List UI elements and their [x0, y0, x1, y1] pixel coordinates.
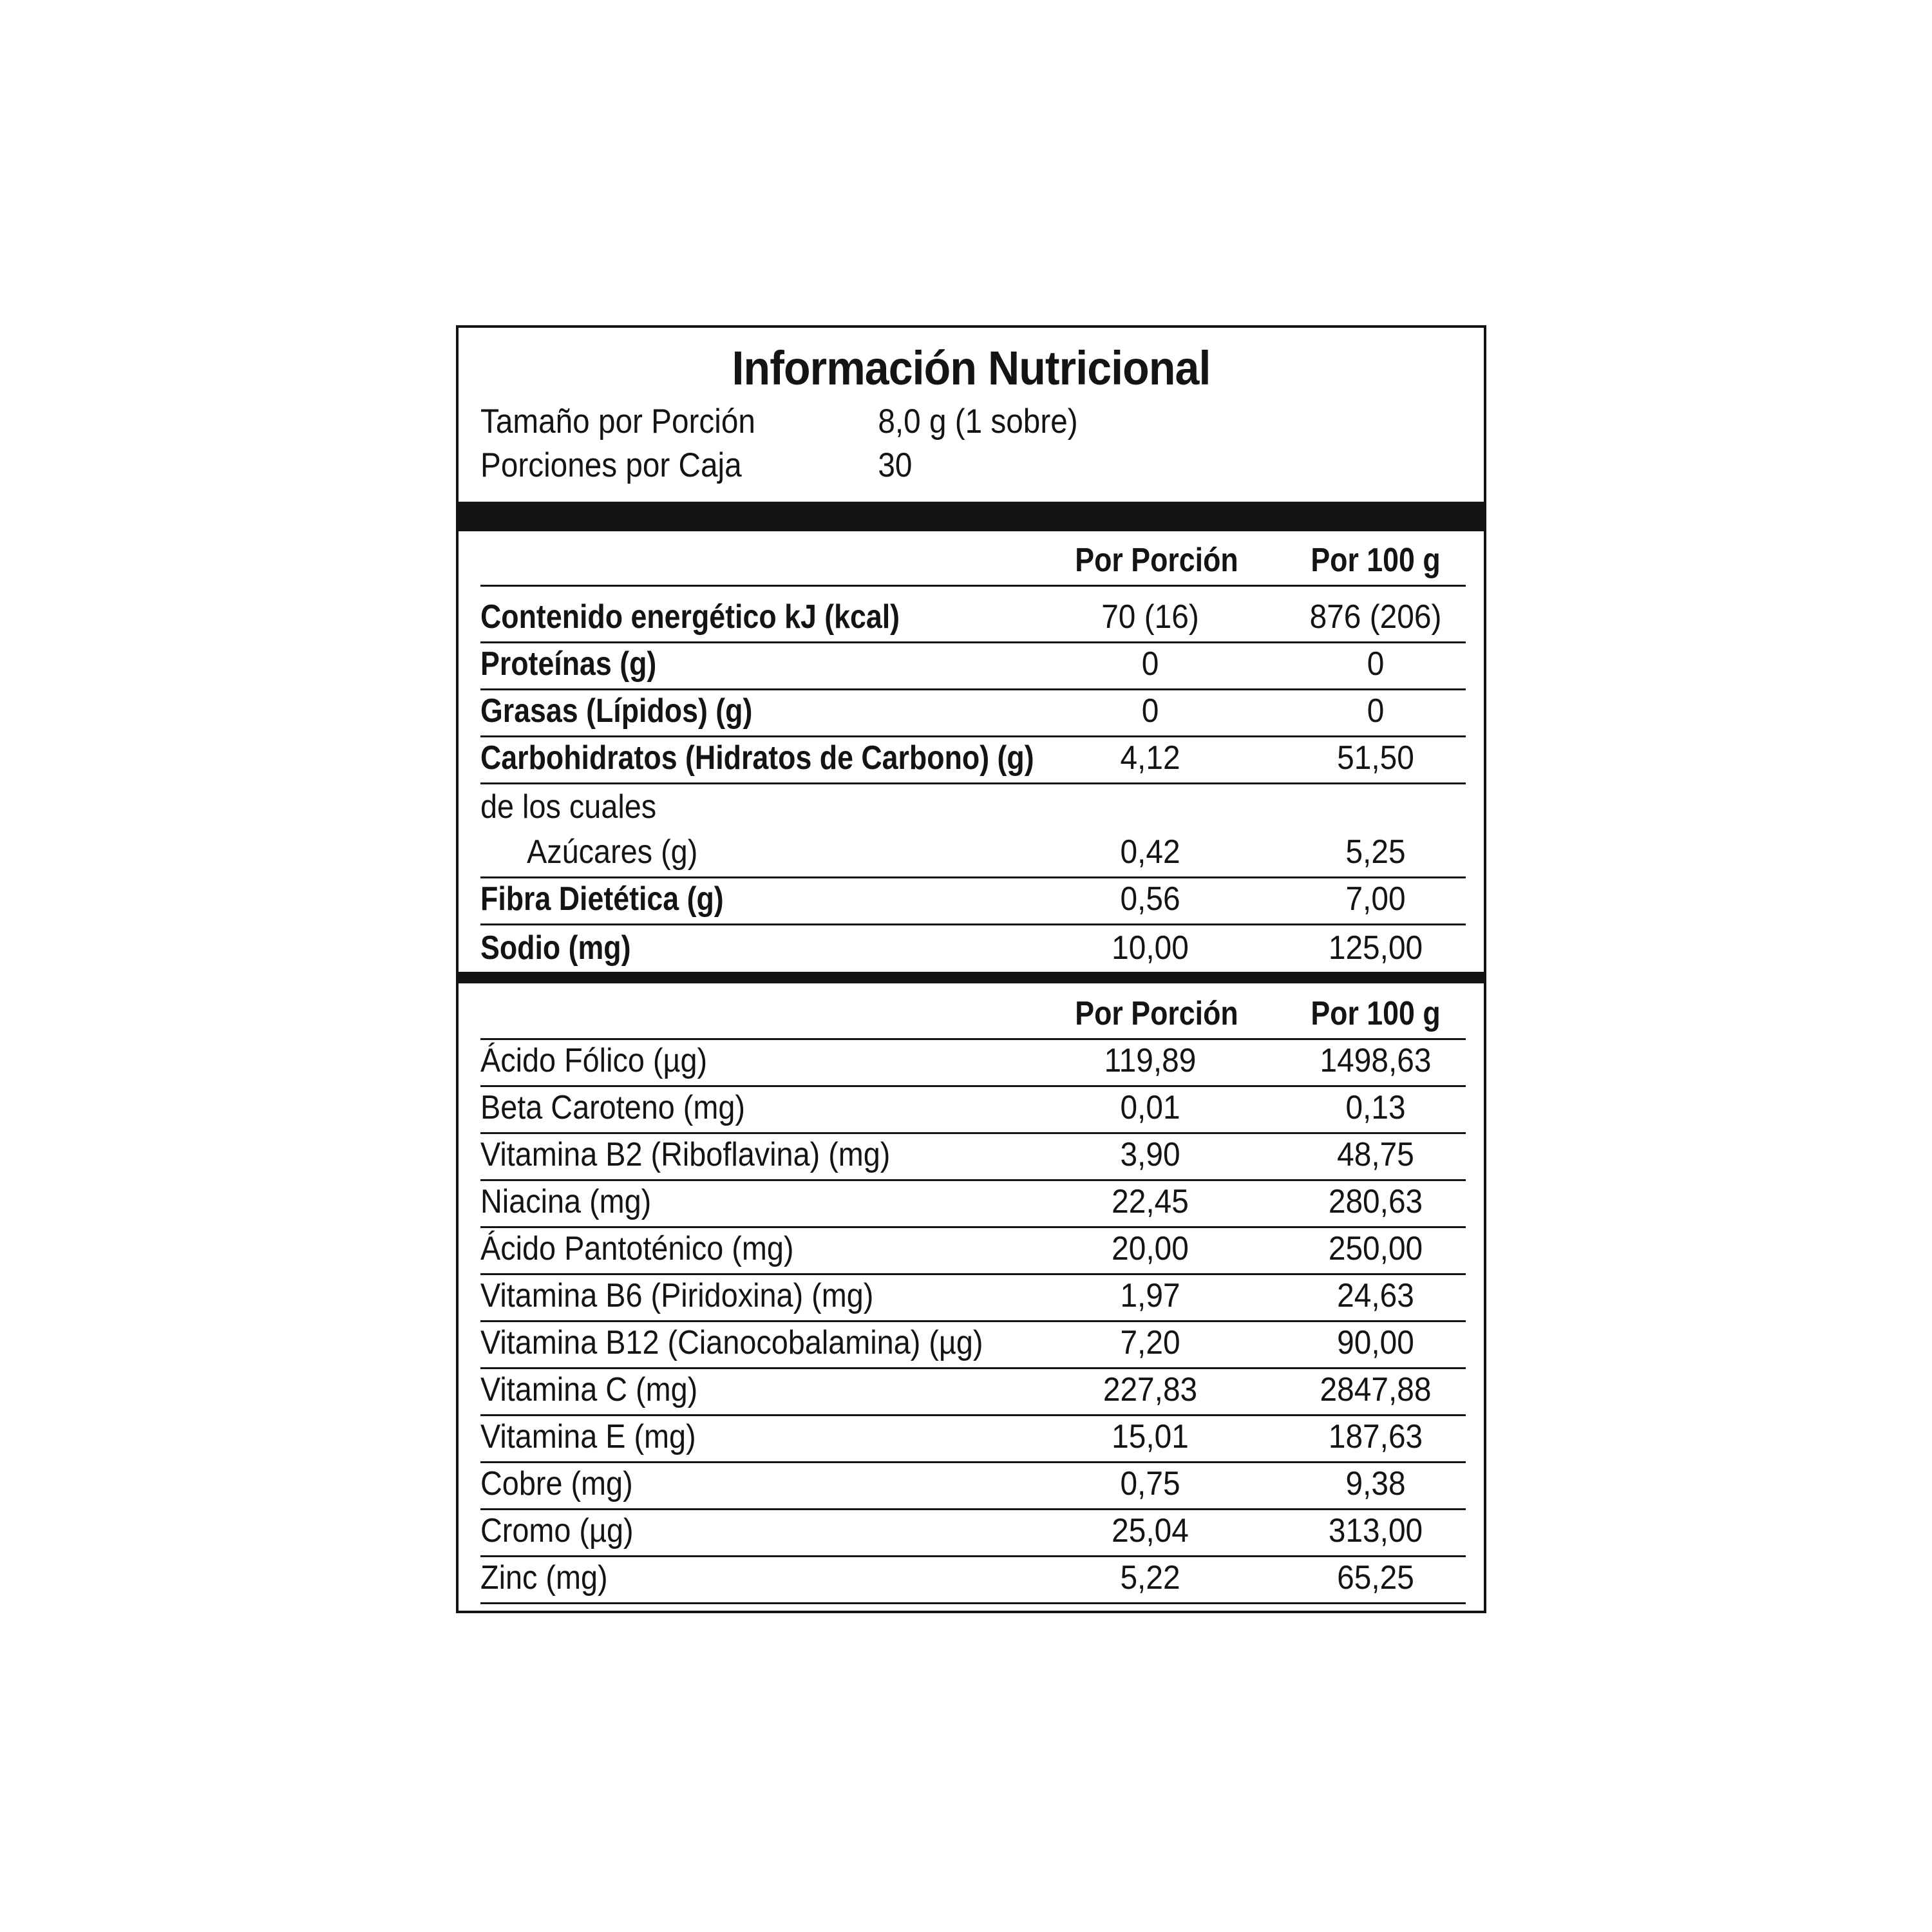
table-row	[480, 1181, 1466, 1228]
table-row	[480, 1369, 1466, 1416]
nutrient-per-portion: 3,90	[1120, 1136, 1180, 1173]
nutrient-per-portion: 4,12	[1120, 739, 1180, 777]
nutrient-name: Ácido Pantoténico (mg)	[480, 1230, 794, 1267]
table-row	[480, 878, 1466, 925]
nutrient-per-100g: 280,63	[1328, 1183, 1423, 1220]
medium-divider-bar	[459, 972, 1484, 983]
nutrient-name: Grasas (Lípidos) (g)	[480, 692, 753, 730]
table-row	[480, 1557, 1466, 1604]
nutrient-per-portion: 25,04	[1112, 1512, 1189, 1549]
thick-divider-bar	[459, 502, 1484, 531]
nutrient-per-100g: 0	[1367, 645, 1385, 683]
nutrient-per-portion: 70 (16)	[1101, 598, 1199, 636]
nutrient-per-portion: 1,97	[1120, 1277, 1180, 1314]
nutrient-per-100g: 51,50	[1337, 739, 1414, 777]
table-header-row	[480, 993, 1466, 1040]
label-title: Información Nutricional	[732, 341, 1211, 395]
serving-size-label: Tamaño por Porción	[480, 402, 755, 440]
table-row	[480, 1040, 1466, 1087]
column-header-per-100g: Por 100 g	[1311, 542, 1441, 579]
nutrient-per-100g: 1498,63	[1320, 1042, 1432, 1079]
nutrient-name: Beta Caroteno (mg)	[480, 1089, 745, 1126]
column-header-per-portion: Por Porción	[1075, 995, 1238, 1032]
nutrient-name: Niacina (mg)	[480, 1183, 652, 1220]
nutrient-name: Ácido Fólico (µg)	[480, 1042, 708, 1079]
serving-size-row	[480, 402, 1078, 441]
column-header-per-100g: Por 100 g	[1311, 995, 1441, 1032]
nutrient-per-100g: 24,63	[1337, 1277, 1414, 1314]
nutrient-per-portion: 15,01	[1112, 1418, 1189, 1455]
nutrient-per-100g: 48,75	[1337, 1136, 1414, 1173]
nutrient-name: Azúcares (g)	[527, 833, 698, 871]
nutrient-per-100g: 7,00	[1345, 880, 1406, 918]
table-row	[480, 784, 1466, 831]
servings-per-box-value: 30	[878, 446, 913, 484]
table-row	[480, 1463, 1466, 1510]
nutrient-per-portion: 0,75	[1120, 1465, 1180, 1502]
nutrient-name: Zinc (mg)	[480, 1559, 608, 1596]
nutrient-per-100g: 65,25	[1337, 1559, 1414, 1596]
nutrient-per-100g: 876 (206)	[1309, 598, 1442, 636]
nutrient-name: Proteínas (g)	[480, 645, 657, 683]
table-row	[480, 1275, 1466, 1322]
nutrient-name: Sodio (mg)	[480, 929, 631, 967]
table-row	[480, 1416, 1466, 1463]
nutrient-per-portion: 0	[1141, 692, 1159, 730]
nutrient-per-portion: 0,01	[1120, 1089, 1180, 1126]
nutrient-per-portion: 7,20	[1120, 1324, 1180, 1361]
nutrient-per-portion: 119,89	[1104, 1042, 1197, 1079]
nutrient-per-100g: 0	[1367, 692, 1385, 730]
nutrient-per-100g: 187,63	[1328, 1418, 1423, 1455]
nutrient-per-portion: 10,00	[1112, 929, 1189, 967]
serving-size-value: 8,0 g (1 sobre)	[878, 402, 1078, 440]
nutrient-name: Fibra Dietética (g)	[480, 880, 724, 918]
nutrient-name: de los cuales	[480, 788, 657, 826]
nutrient-name: Contenido energético kJ (kcal)	[480, 598, 900, 636]
table-row	[480, 643, 1466, 690]
table-row	[480, 737, 1466, 784]
nutrient-per-portion: 227,83	[1103, 1371, 1198, 1408]
nutrient-per-portion: 0,42	[1120, 833, 1180, 871]
nutrient-name: Vitamina E (mg)	[480, 1418, 696, 1455]
table-row	[480, 587, 1466, 643]
macronutrient-table	[480, 539, 1466, 972]
nutrient-per-portion: 0	[1141, 645, 1159, 683]
nutrient-per-portion: 20,00	[1112, 1230, 1189, 1267]
table-row	[480, 1322, 1466, 1369]
micronutrient-table	[480, 993, 1466, 1604]
nutrient-per-100g: 125,00	[1328, 929, 1423, 967]
nutrient-per-100g: 9,38	[1345, 1465, 1406, 1502]
table-header-row	[480, 539, 1466, 587]
nutrient-per-100g: 90,00	[1337, 1324, 1414, 1361]
table-row	[480, 690, 1466, 737]
nutrient-per-portion: 0,56	[1120, 880, 1180, 918]
nutrient-name: Carbohidratos (Hidratos de Carbono) (g)	[480, 739, 1034, 777]
nutrition-facts-label	[456, 325, 1486, 1613]
table-row	[480, 1134, 1466, 1181]
table-row	[480, 925, 1466, 972]
nutrient-per-100g: 0,13	[1345, 1089, 1406, 1126]
table-row	[480, 1510, 1466, 1557]
servings-per-box-row	[480, 446, 913, 485]
nutrient-per-100g: 250,00	[1328, 1230, 1423, 1267]
nutrient-per-portion: 22,45	[1112, 1183, 1189, 1220]
nutrient-name: Cromo (µg)	[480, 1512, 634, 1549]
nutrient-name: Vitamina B2 (Riboflavina) (mg)	[480, 1136, 891, 1173]
table-row	[480, 1087, 1466, 1134]
servings-per-box-label: Porciones por Caja	[480, 446, 742, 484]
nutrient-per-100g: 5,25	[1345, 833, 1406, 871]
nutrient-per-100g: 2847,88	[1320, 1371, 1432, 1408]
nutrient-name: Vitamina B6 (Piridoxina) (mg)	[480, 1277, 874, 1314]
table-row	[480, 831, 1466, 878]
nutrient-per-100g: 313,00	[1328, 1512, 1423, 1549]
table-row	[480, 1228, 1466, 1275]
nutrient-per-portion: 5,22	[1120, 1559, 1180, 1596]
nutrient-name: Vitamina C (mg)	[480, 1371, 698, 1408]
column-header-per-portion: Por Porción	[1075, 542, 1238, 579]
nutrient-name: Vitamina B12 (Cianocobalamina) (µg)	[480, 1324, 983, 1361]
nutrient-name: Cobre (mg)	[480, 1465, 633, 1502]
